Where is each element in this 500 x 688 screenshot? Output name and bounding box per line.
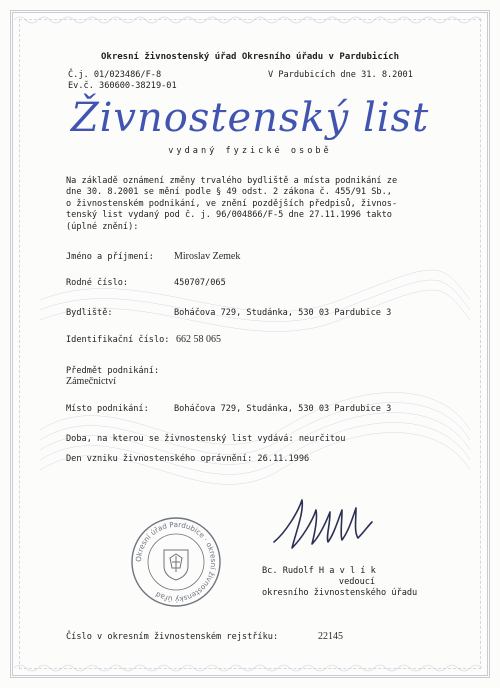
reference-number: Č.j. 01/023486/F-8 [68, 70, 162, 80]
license-origin-date: Den vzniku živnostenského oprávnění: 26.11.1996 [66, 454, 310, 464]
birth-number-label: Rodné číslo: [66, 278, 129, 288]
signatory-name: Bc. Rudolf H a v l í k [262, 566, 376, 576]
business-subject-value: Zámečnictví [66, 376, 116, 387]
coat-of-arms-icon [164, 550, 188, 580]
official-stamp [130, 516, 222, 608]
intro-line: (úplné znění): [66, 221, 139, 232]
signatory-office: okresního živnostenského úřadu [262, 588, 418, 598]
register-number: 22145 [318, 631, 343, 642]
intro-line: dne 30. 8.2001 se mění podle § 49 odst. 2 zákona č. 455/91 Sb., [66, 187, 392, 198]
place-and-date: V Pardubicích dne 31. 8.2001 [268, 70, 413, 80]
business-subject-label: Předmět podnikání: [66, 366, 160, 376]
birth-number-value: 450707/065 [174, 278, 226, 288]
stamp-text: Okresní úřad Pardubice · okresní živnostenský úřad [133, 519, 219, 605]
intro-line: Na základě oznámení změny trvalého bydliště a místa podnikání ze [66, 176, 398, 186]
handwritten-signature [268, 492, 380, 556]
intro-line: tenský list vydaný pod č. j. 96/004866/F-5 dne 27.11.1996 takto [66, 210, 392, 221]
signatory-role: vedoucí [338, 577, 376, 587]
intro-line: o živnostenském podnikání, ve znění pozdějších předpisů, živnos- [66, 198, 398, 209]
id-number-label: Identifikační číslo: [66, 335, 170, 345]
validity-duration: Doba, na kterou se živnostenský list vydává: neurčitou [66, 434, 346, 444]
residence-label: Bydliště: [66, 308, 113, 318]
business-place-value: Boháčova 729, Studánka, 530 03 Pardubice 3 [174, 404, 392, 414]
residence-value: Boháčova 729, Studánka, 530 03 Pardubice 3 [174, 308, 392, 318]
document-subtitle: vydaný fyzické osobě [168, 146, 332, 156]
issuing-office: Okresní živnostenský úřad Okresního úřadu v Pardubicích [100, 52, 399, 62]
registry-number: Ev.č. 360600-38219-01 [68, 81, 177, 91]
register-label: Číslo v okresním živnostenském rejstříku: [66, 632, 279, 642]
business-place-label: Místo podnikání: [66, 404, 149, 414]
name-label: Jméno a příjmení: [66, 252, 154, 262]
intro-paragraph [66, 176, 456, 233]
document-title: Živnostenský list [70, 95, 430, 141]
id-number-value: 662 58 065 [176, 334, 221, 345]
name-value: Miroslav Zemek [174, 251, 241, 262]
